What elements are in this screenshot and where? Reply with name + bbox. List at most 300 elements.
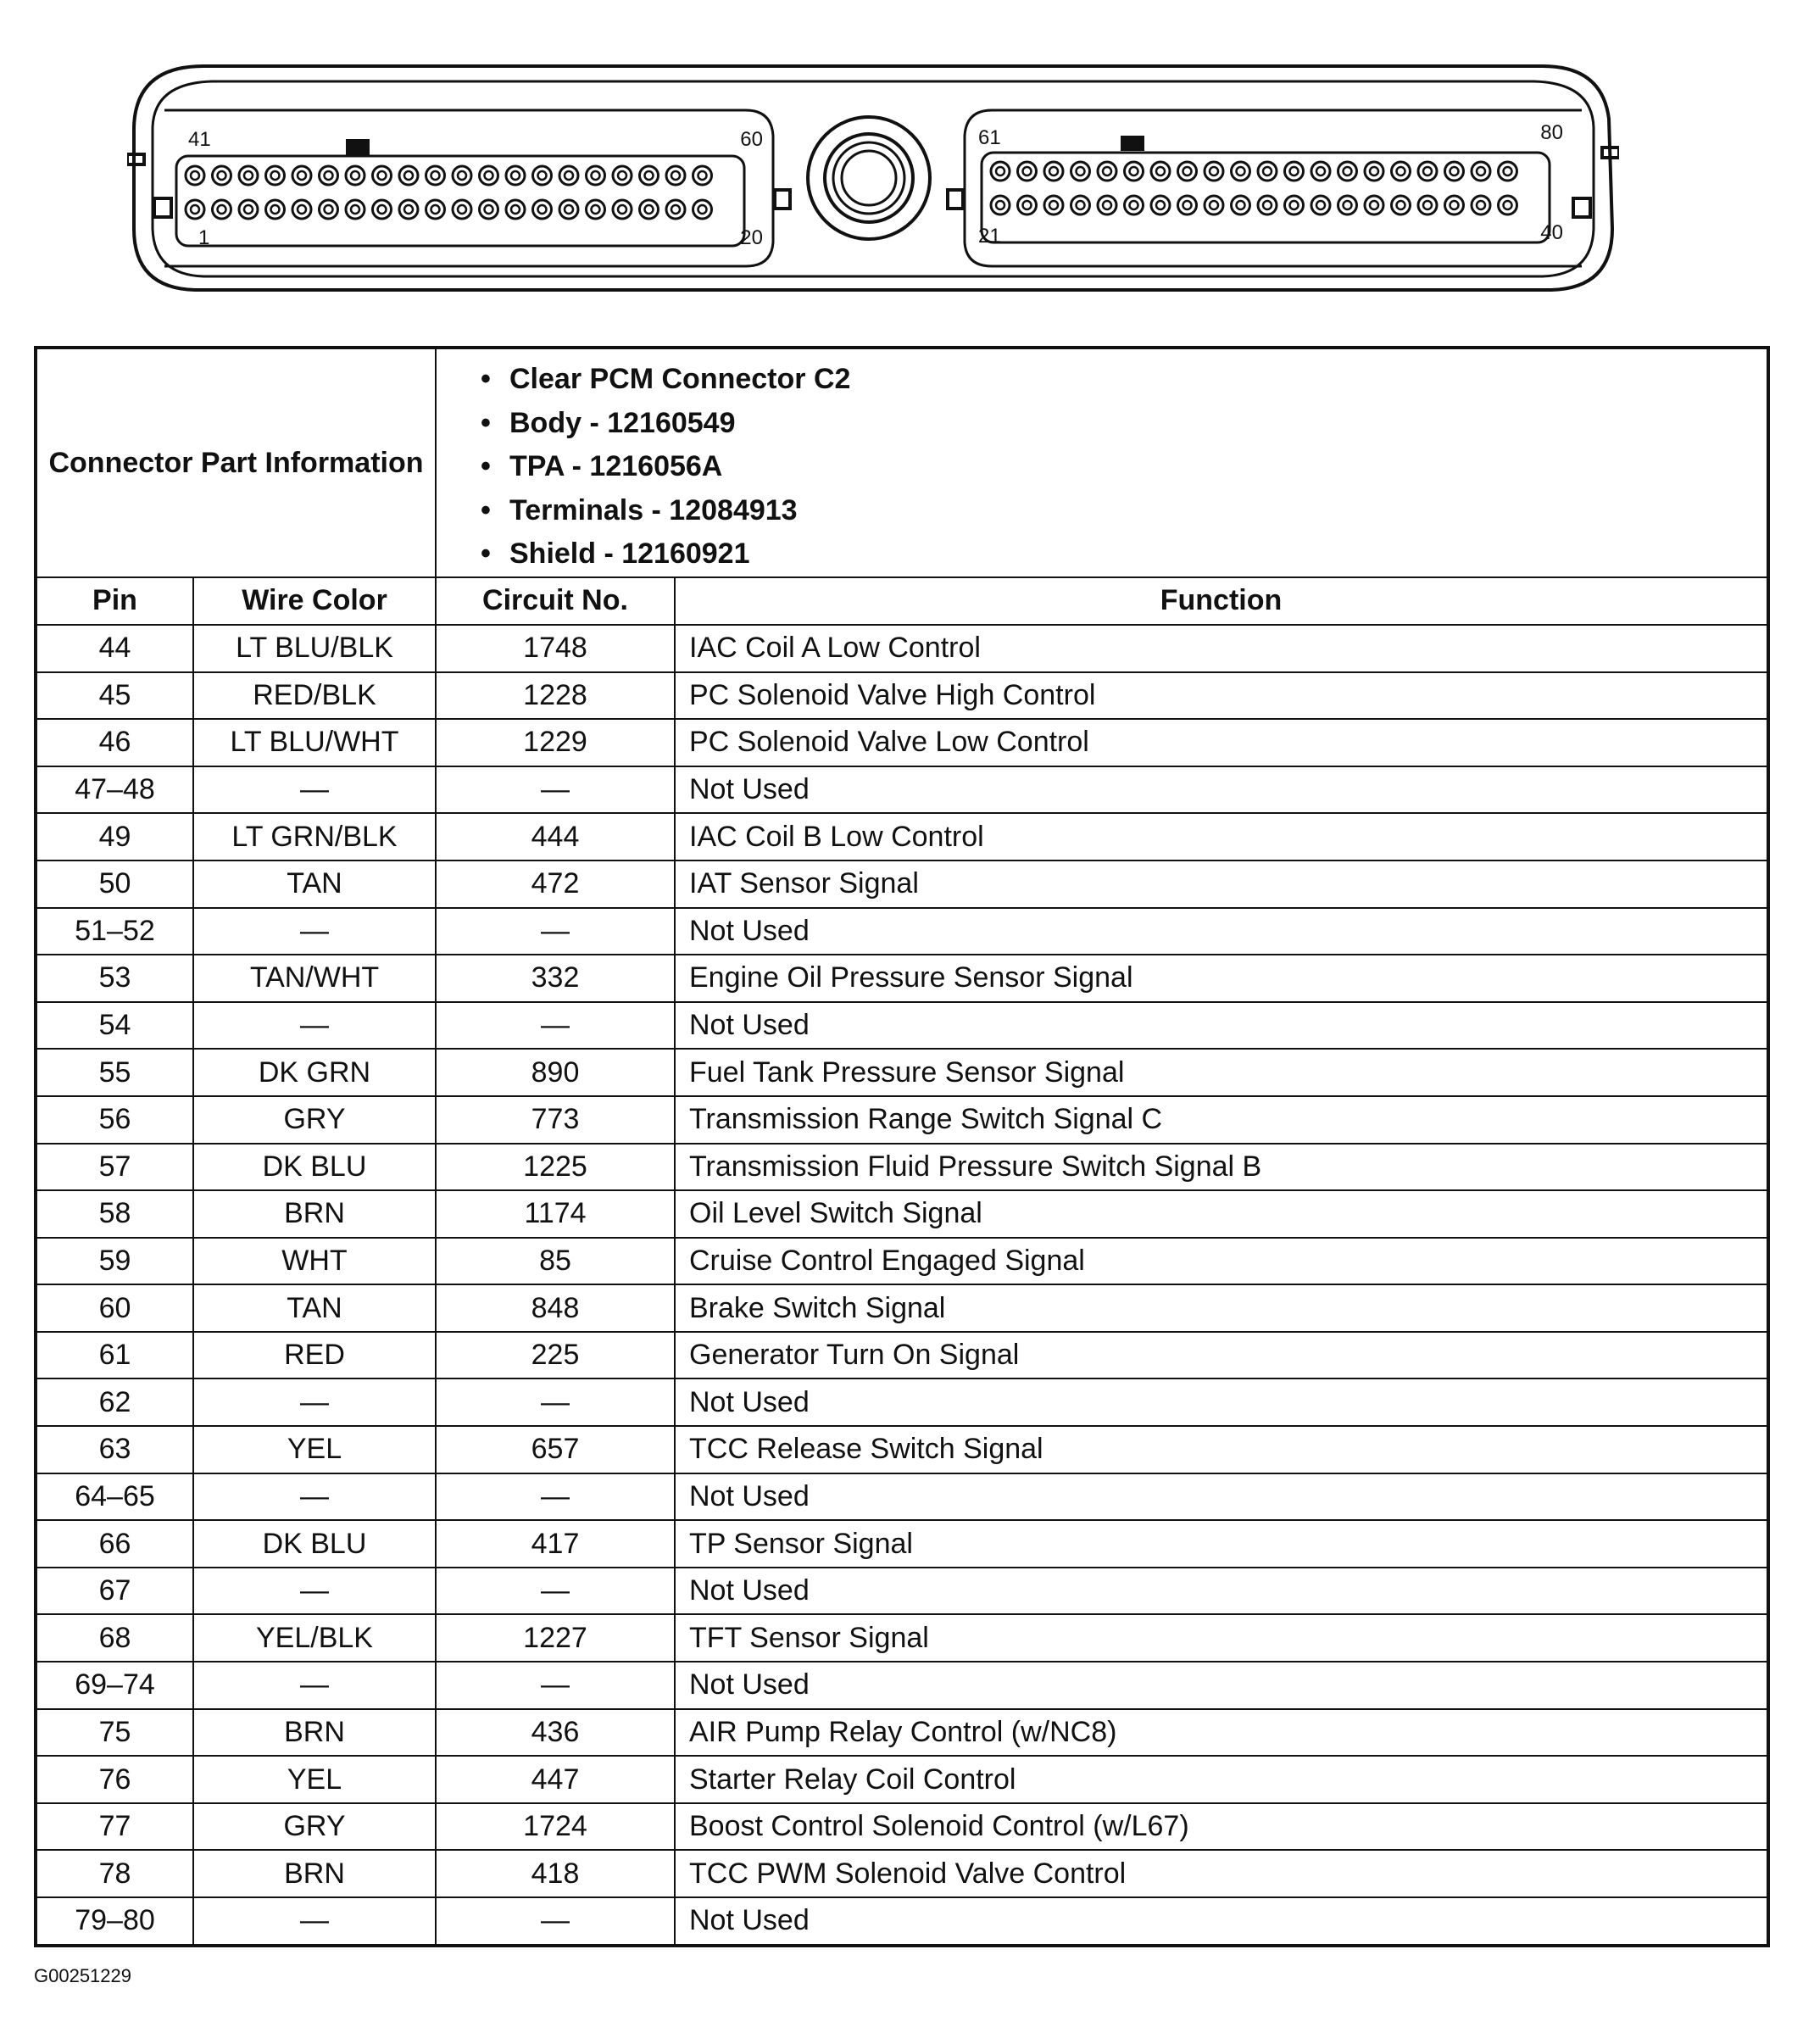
header-circuit-no: Circuit No. xyxy=(436,577,675,625)
cell-pin: 76 xyxy=(36,1756,193,1803)
cell-circuit-no: 1174 xyxy=(436,1190,675,1238)
pin-hole xyxy=(1178,196,1197,214)
pin-hole xyxy=(325,171,333,180)
pin-hole xyxy=(671,171,680,180)
pin-hole xyxy=(480,200,498,219)
pin-hole xyxy=(640,166,659,185)
cell-circuit-no: 418 xyxy=(436,1850,675,1897)
pin-hole xyxy=(613,166,632,185)
pin-hole xyxy=(404,171,413,180)
cell-wire-color: DK BLU xyxy=(193,1520,436,1568)
pin-hole xyxy=(698,171,707,180)
cell-wire-color: YEL/BLK xyxy=(193,1614,436,1662)
cell-circuit-no: 657 xyxy=(436,1426,675,1473)
cell-pin: 79–80 xyxy=(36,1897,193,1946)
pin-hole xyxy=(351,171,359,180)
pin-hole xyxy=(266,200,285,219)
info-item: • Clear PCM Connector C2 xyxy=(481,363,851,395)
cell-pin: 64–65 xyxy=(36,1473,193,1521)
cell-wire-color: RED xyxy=(193,1332,436,1379)
pin-hole xyxy=(1365,162,1383,181)
pin-hole xyxy=(1311,196,1330,214)
header-wire-color: Wire Color xyxy=(193,577,436,625)
pin-hole xyxy=(1049,201,1058,209)
pin-hole xyxy=(1397,201,1405,209)
pin-hole xyxy=(1237,201,1245,209)
info-item-text: Terminals - 12084913 xyxy=(509,493,798,526)
table-row xyxy=(36,1144,1768,1191)
pin-hole xyxy=(1450,201,1459,209)
cell-function: Fuel Tank Pressure Sensor Signal xyxy=(675,1049,1768,1096)
cell-pin: 55 xyxy=(36,1049,193,1096)
pin-hole xyxy=(640,200,659,219)
cell-pin: 67 xyxy=(36,1568,193,1615)
pin-hole xyxy=(1044,162,1063,181)
pin-hole xyxy=(1285,162,1304,181)
cell-wire-color: WHT xyxy=(193,1238,436,1285)
pin-hole xyxy=(373,200,392,219)
cell-circuit-no: 1228 xyxy=(436,672,675,720)
pin-hole xyxy=(1156,167,1165,175)
table-row xyxy=(36,719,1768,766)
cell-pin: 78 xyxy=(36,1850,193,1897)
cell-function: AIR Pump Relay Control (w/NC8) xyxy=(675,1709,1768,1757)
cell-pin: 60 xyxy=(36,1284,193,1332)
pin-label-60: 60 xyxy=(740,128,763,151)
header-pin: Pin xyxy=(36,577,193,625)
pin-hole xyxy=(1130,201,1138,209)
pin-hole xyxy=(271,171,280,180)
cell-function: TCC PWM Solenoid Valve Control xyxy=(675,1850,1768,1897)
table-row xyxy=(36,1238,1768,1285)
pin-hole xyxy=(1077,167,1085,175)
cell-wire-color: TAN xyxy=(193,1284,436,1332)
left-side-latch xyxy=(154,198,171,217)
table-header-row xyxy=(36,577,1768,625)
pin-hole xyxy=(1183,167,1192,175)
table-row xyxy=(36,1662,1768,1709)
cell-circuit-no: 85 xyxy=(436,1238,675,1285)
pin-hole xyxy=(1098,162,1116,181)
pin-hole xyxy=(1151,196,1170,214)
table-row xyxy=(36,766,1768,814)
pin-hole xyxy=(511,171,520,180)
pin-hole xyxy=(1316,167,1325,175)
header-function: Function xyxy=(675,577,1768,625)
cell-wire-color: DK BLU xyxy=(193,1144,436,1191)
table-row xyxy=(36,1002,1768,1050)
cell-function: Engine Oil Pressure Sensor Signal xyxy=(675,955,1768,1002)
cell-pin: 62 xyxy=(36,1378,193,1426)
cell-wire-color: — xyxy=(193,1897,436,1946)
pin-hole xyxy=(186,166,204,185)
pin-hole xyxy=(618,171,626,180)
center-boss xyxy=(808,117,930,239)
pin-hole xyxy=(1125,162,1144,181)
cell-circuit-no: — xyxy=(436,1002,675,1050)
pin-hole xyxy=(378,205,387,214)
pin-hole xyxy=(1338,196,1357,214)
pin-hole xyxy=(618,205,626,214)
cell-function: Oil Level Switch Signal xyxy=(675,1190,1768,1238)
pin-hole xyxy=(1049,167,1058,175)
pin-hole xyxy=(533,166,552,185)
info-item: • TPA - 1216056A xyxy=(481,450,723,483)
cell-function: Not Used xyxy=(675,1473,1768,1521)
cell-function: Boost Control Solenoid Control (w/L67) xyxy=(675,1803,1768,1851)
cell-pin: 51–52 xyxy=(36,908,193,955)
pin-hole xyxy=(1370,201,1378,209)
cell-wire-color: GRY xyxy=(193,1096,436,1144)
cell-wire-color: LT BLU/WHT xyxy=(193,719,436,766)
cell-function: Generator Turn On Signal xyxy=(675,1332,1768,1379)
pin-label-80: 80 xyxy=(1540,121,1563,144)
info-item: • Body - 12160549 xyxy=(481,406,736,439)
cell-function: IAC Coil B Low Control xyxy=(675,813,1768,860)
cell-circuit-no: 848 xyxy=(436,1284,675,1332)
pin-label-20: 20 xyxy=(740,226,763,249)
cell-wire-color: TAN/WHT xyxy=(193,955,436,1002)
pin-hole xyxy=(1205,162,1223,181)
info-item: • Terminals - 12084913 xyxy=(481,493,798,526)
pin-hole xyxy=(1392,196,1411,214)
table-row xyxy=(36,1473,1768,1521)
pin-hole xyxy=(1018,162,1037,181)
cell-pin: 58 xyxy=(36,1190,193,1238)
pin-hole xyxy=(645,205,654,214)
pin-hole xyxy=(1450,167,1459,175)
pin-hole xyxy=(1472,196,1490,214)
cell-wire-color: — xyxy=(193,766,436,814)
pin-hole xyxy=(431,205,440,214)
pin-hole xyxy=(1504,201,1512,209)
pin-hole xyxy=(698,205,707,214)
pin-hole xyxy=(996,167,1004,175)
pin-hole xyxy=(1077,201,1085,209)
cell-circuit-no: 1229 xyxy=(436,719,675,766)
right-side-latch xyxy=(1573,198,1590,217)
pin-hole xyxy=(426,166,445,185)
pin-hole xyxy=(1423,167,1432,175)
cell-wire-color: — xyxy=(193,1662,436,1709)
table-row xyxy=(36,672,1768,720)
pin-hole xyxy=(1397,167,1405,175)
pin-hole xyxy=(399,166,418,185)
pin-hole xyxy=(244,171,253,180)
cell-wire-color: BRN xyxy=(193,1850,436,1897)
cell-pin: 77 xyxy=(36,1803,193,1851)
cell-pin: 53 xyxy=(36,955,193,1002)
figure-id: G00251229 xyxy=(34,1965,131,1986)
pin-hole xyxy=(1210,201,1218,209)
pin-hole xyxy=(1499,162,1517,181)
pin-hole xyxy=(1071,196,1090,214)
pin-hole xyxy=(325,205,333,214)
table-row xyxy=(36,1897,1768,1946)
pin-hole xyxy=(1370,167,1378,175)
pin-hole xyxy=(191,171,199,180)
pin-hole xyxy=(1499,196,1517,214)
pin-hole xyxy=(213,166,231,185)
pin-hole xyxy=(565,171,573,180)
cell-pin: 54 xyxy=(36,1002,193,1050)
cell-circuit-no: — xyxy=(436,1378,675,1426)
pin-hole xyxy=(693,166,712,185)
pin-hole xyxy=(1023,201,1032,209)
cell-function: Not Used xyxy=(675,1897,1768,1946)
right-center-latch xyxy=(948,190,963,209)
cell-circuit-no: — xyxy=(436,1662,675,1709)
cell-circuit-no: 447 xyxy=(436,1756,675,1803)
pin-hole xyxy=(1365,196,1383,214)
pin-hole xyxy=(186,200,204,219)
connector-info-label: Connector Part Information xyxy=(36,348,436,577)
pin-hole xyxy=(458,171,466,180)
pin-hole xyxy=(1263,201,1272,209)
table-row xyxy=(36,1190,1768,1238)
cell-function: IAT Sensor Signal xyxy=(675,860,1768,908)
pin-hole xyxy=(1258,196,1277,214)
cell-pin: 75 xyxy=(36,1709,193,1757)
pin-hole xyxy=(1023,167,1032,175)
table-row xyxy=(36,1284,1768,1332)
info-item-text: Clear PCM Connector C2 xyxy=(509,363,851,395)
pin-hole xyxy=(426,200,445,219)
pin-label-61: 61 xyxy=(978,126,1001,149)
pin-hole xyxy=(1316,201,1325,209)
cell-pin: 56 xyxy=(36,1096,193,1144)
cell-function: TCC Release Switch Signal xyxy=(675,1426,1768,1473)
pin-hole xyxy=(218,171,226,180)
pin-hole xyxy=(399,200,418,219)
pin-hole xyxy=(266,166,285,185)
cell-pin: 63 xyxy=(36,1426,193,1473)
pin-hole xyxy=(613,200,632,219)
pin-hole xyxy=(1418,162,1437,181)
pin-hole xyxy=(292,200,311,219)
cell-wire-color: RED/BLK xyxy=(193,672,436,720)
cell-function: Transmission Fluid Pressure Switch Signal B xyxy=(675,1144,1768,1191)
table-row xyxy=(36,908,1768,955)
cell-wire-color: TAN xyxy=(193,860,436,908)
pin-hole xyxy=(292,166,311,185)
info-item: • Shield - 12160921 xyxy=(481,537,750,571)
pin-hole xyxy=(991,196,1010,214)
pin-hole xyxy=(1418,196,1437,214)
info-item-text: Shield - 12160921 xyxy=(509,537,750,571)
pin-hole xyxy=(480,166,498,185)
cell-function: Brake Switch Signal xyxy=(675,1284,1768,1332)
pin-hole xyxy=(1392,162,1411,181)
cell-circuit-no: 417 xyxy=(436,1520,675,1568)
pin-hole xyxy=(404,205,413,214)
cell-function: PC Solenoid Valve Low Control xyxy=(675,719,1768,766)
pin-hole xyxy=(538,171,547,180)
left-polarity-key xyxy=(346,139,370,156)
pin-hole xyxy=(565,205,573,214)
left-center-latch xyxy=(775,190,790,209)
pin-hole xyxy=(1290,201,1299,209)
cell-pin: 47–48 xyxy=(36,766,193,814)
cell-function: TFT Sensor Signal xyxy=(675,1614,1768,1662)
pin-hole xyxy=(373,166,392,185)
table-row xyxy=(36,1332,1768,1379)
pin-hole xyxy=(996,201,1004,209)
pin-hole xyxy=(346,200,364,219)
pin-hole xyxy=(213,200,231,219)
pin-hole xyxy=(592,205,600,214)
pin-hole xyxy=(1258,162,1277,181)
cell-circuit-no: 890 xyxy=(436,1049,675,1096)
cell-function: TP Sensor Signal xyxy=(675,1520,1768,1568)
cell-function: Not Used xyxy=(675,1378,1768,1426)
pin-hole xyxy=(559,166,578,185)
cell-wire-color: BRN xyxy=(193,1190,436,1238)
cell-circuit-no: 472 xyxy=(436,860,675,908)
connector-info-list xyxy=(436,348,1768,577)
pin-hole xyxy=(1344,201,1352,209)
cell-function: Starter Relay Coil Control xyxy=(675,1756,1768,1803)
pin-hole xyxy=(671,205,680,214)
pin-hole xyxy=(511,205,520,214)
pin-hole xyxy=(559,200,578,219)
pin-hole xyxy=(1445,196,1464,214)
table-row xyxy=(36,1568,1768,1615)
cell-circuit-no: 332 xyxy=(436,955,675,1002)
cell-circuit-no: 1227 xyxy=(436,1614,675,1662)
cell-pin: 46 xyxy=(36,719,193,766)
cell-wire-color: DK GRN xyxy=(193,1049,436,1096)
cell-pin: 66 xyxy=(36,1520,193,1568)
connector-info-row xyxy=(36,348,1768,577)
pin-hole xyxy=(244,205,253,214)
pin-hole xyxy=(506,200,525,219)
cell-function: Transmission Range Switch Signal C xyxy=(675,1096,1768,1144)
cell-pin: 45 xyxy=(36,672,193,720)
cell-circuit-no: 225 xyxy=(436,1332,675,1379)
cell-circuit-no: 773 xyxy=(436,1096,675,1144)
cell-pin: 69–74 xyxy=(36,1662,193,1709)
pin-hole xyxy=(1156,201,1165,209)
pin-hole xyxy=(1504,167,1512,175)
pin-hole xyxy=(1205,196,1223,214)
pin-hole xyxy=(587,200,605,219)
pin-hole xyxy=(239,166,258,185)
pin-hole xyxy=(1125,196,1144,214)
cell-wire-color: BRN xyxy=(193,1709,436,1757)
pin-hole xyxy=(1338,162,1357,181)
pin-hole xyxy=(453,200,471,219)
cell-wire-color: — xyxy=(193,1473,436,1521)
cell-wire-color: LT BLU/BLK xyxy=(193,625,436,672)
right-polarity-key xyxy=(1121,136,1144,151)
table-row xyxy=(36,1614,1768,1662)
cell-pin: 68 xyxy=(36,1614,193,1662)
cell-wire-color: GRY xyxy=(193,1803,436,1851)
pin-hole xyxy=(1423,201,1432,209)
pin-hole xyxy=(298,171,306,180)
cell-circuit-no: 436 xyxy=(436,1709,675,1757)
table-row xyxy=(36,1049,1768,1096)
info-item-text: Body - 12160549 xyxy=(509,406,736,439)
pin-hole xyxy=(506,166,525,185)
pin-hole xyxy=(1151,162,1170,181)
pin-hole xyxy=(346,166,364,185)
pin-hole xyxy=(298,205,306,214)
pin-hole xyxy=(666,166,685,185)
cell-circuit-no: 1748 xyxy=(436,625,675,672)
pin-hole xyxy=(645,171,654,180)
cell-circuit-no: — xyxy=(436,1897,675,1946)
cell-pin: 44 xyxy=(36,625,193,672)
cell-circuit-no: — xyxy=(436,1473,675,1521)
cell-pin: 57 xyxy=(36,1144,193,1191)
pin-hole xyxy=(271,205,280,214)
pin-hole xyxy=(485,205,493,214)
pin-label-1: 1 xyxy=(198,226,210,249)
cell-circuit-no: 1225 xyxy=(436,1144,675,1191)
pin-hole xyxy=(1071,162,1090,181)
pin-label-40: 40 xyxy=(1540,221,1563,244)
pin-hole xyxy=(693,200,712,219)
pin-hole xyxy=(320,200,338,219)
pin-hole xyxy=(1232,162,1250,181)
table-row xyxy=(36,1756,1768,1803)
cell-circuit-no: — xyxy=(436,1568,675,1615)
cell-wire-color: — xyxy=(193,1002,436,1050)
table-row xyxy=(36,813,1768,860)
cell-function: Cruise Control Engaged Signal xyxy=(675,1238,1768,1285)
pin-hole xyxy=(1311,162,1330,181)
pin-hole xyxy=(1130,167,1138,175)
cell-wire-color: — xyxy=(193,1568,436,1615)
table-row xyxy=(36,1378,1768,1426)
pin-hole xyxy=(191,205,199,214)
info-item-text: TPA - 1216056A xyxy=(509,450,723,483)
pin-hole xyxy=(1098,196,1116,214)
pin-hole xyxy=(1178,162,1197,181)
cell-circuit-no: 1724 xyxy=(436,1803,675,1851)
pin-hole xyxy=(1044,196,1063,214)
pin-hole xyxy=(1232,196,1250,214)
cell-wire-color: — xyxy=(193,1378,436,1426)
pin-hole xyxy=(1472,162,1490,181)
left-cavity-outline xyxy=(164,110,773,266)
cell-circuit-no: — xyxy=(436,908,675,955)
table-row xyxy=(36,1803,1768,1851)
pin-hole xyxy=(587,166,605,185)
table-row xyxy=(36,860,1768,908)
pin-hole xyxy=(1285,196,1304,214)
cell-pin: 50 xyxy=(36,860,193,908)
pin-hole xyxy=(1183,201,1192,209)
cell-circuit-no: — xyxy=(436,766,675,814)
table-row xyxy=(36,1709,1768,1757)
pin-hole xyxy=(1210,167,1218,175)
connector-diagram xyxy=(127,59,1619,297)
pin-hole xyxy=(458,205,466,214)
table-row xyxy=(36,625,1768,672)
cell-pin: 49 xyxy=(36,813,193,860)
pin-hole xyxy=(320,166,338,185)
pin-hole xyxy=(1477,201,1485,209)
table-row xyxy=(36,1850,1768,1897)
cell-function: Not Used xyxy=(675,1002,1768,1050)
cell-function: Not Used xyxy=(675,908,1768,955)
pin-hole xyxy=(1103,201,1111,209)
cell-wire-color: — xyxy=(193,908,436,955)
cell-function: Not Used xyxy=(675,766,1768,814)
